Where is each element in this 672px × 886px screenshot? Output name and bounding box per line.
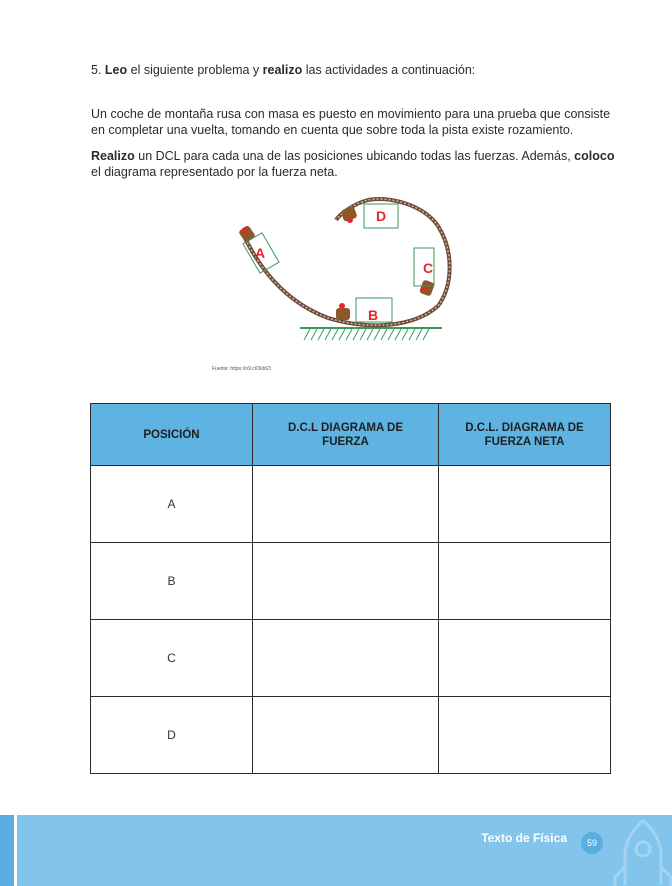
coaster-car-b [336,303,350,320]
bold-verb-realizo-2: Realizo [91,149,135,163]
position-cell-b: B [91,543,253,620]
table-row [91,697,611,774]
dcl-force-cell[interactable] [253,543,439,620]
table-header-row [91,404,611,466]
ground-hatching [304,329,429,340]
dcl-table [90,403,611,774]
question-number: 5. [91,63,105,77]
task-text-part2: el diagrama representado por la fuerza neta. [91,165,338,179]
roller-coaster-diagram [228,196,454,346]
label-c: C [422,260,434,276]
table-row [91,620,611,697]
bold-verb-coloco: coloco [574,149,615,163]
task-text-part1: un DCL para cada una de las posiciones ubicando todas las fuerzas. Además, [134,149,575,163]
dcl-net-force-cell[interactable] [439,543,611,620]
position-cell-a: A [91,466,253,543]
table-row [91,466,611,543]
header-dcl-force: D.C.L DIAGRAMA DE FUERZA [253,404,439,466]
label-b: B [367,307,379,323]
footer-title: Texto de Física [481,831,567,845]
position-cell-d: D [91,697,253,774]
page-number: 59 [581,832,603,854]
footer-divider [14,815,17,886]
page-footer [0,815,672,886]
coaster-car-c [419,279,435,296]
dcl-force-cell[interactable] [253,697,439,774]
dcl-force-cell[interactable] [253,620,439,697]
dcl-net-force-cell[interactable] [439,697,611,774]
instruction-text-part2: las actividades a continuación: [302,63,476,77]
table-row [91,543,611,620]
figure-credit: Fuente: https://n9.cl/3kb63 [212,366,271,372]
instruction-text-part1: el siguiente problema y [127,63,263,77]
problem-paragraph: Un coche de montaña rusa con masa es puesto en movimiento para una prueba que consiste en completar una vuelta, tomando en cuenta que sobre toda la pista existe rozamiento. [91,107,611,137]
label-a: A [254,245,266,261]
label-d: D [375,208,387,224]
footer-stripe [0,815,14,886]
position-cell-c: C [91,620,253,697]
task-paragraph [91,148,616,180]
dcl-net-force-cell[interactable] [439,466,611,543]
dcl-net-force-cell[interactable] [439,620,611,697]
header-dcl-net-force: D.C.L. DIAGRAMA DE FUERZA NETA [439,404,611,466]
coaster-car-d [340,206,357,223]
bold-verb-leo: Leo [104,63,128,77]
header-position: POSICIÓN [91,404,253,466]
dcl-force-cell[interactable] [253,466,439,543]
bold-verb-realizo: realizo [262,63,303,77]
instruction-text [91,62,616,78]
rocket-icon [595,815,672,886]
coaster-car-a [238,225,256,243]
